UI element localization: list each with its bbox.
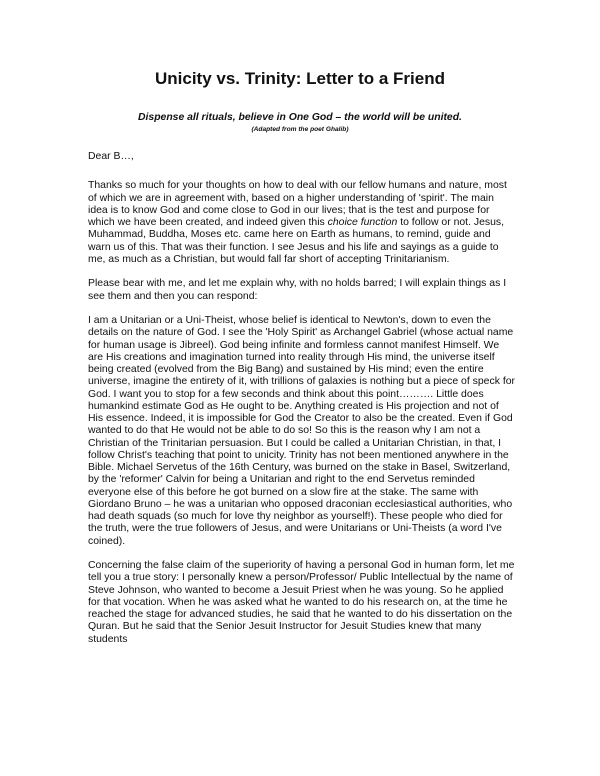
paragraph-1 [88,180,516,266]
paragraph-2: Please bear with me, and let me explain why, with no holds barred; I will explain things as I see them and then you can respond: [88,278,507,302]
paragraph-3: I am a Unitarian or a Uni-Theist, whose belief is identical to Newton's, down to even the details on the nature of God. I see the 'Holy Spirit' as Archangel Gabriel (whose actual name for human usage is Jibreel). God being infinite and formless cannot manifest Himself. We are His creations and imagination turned into reality through His mind, the universe itself being created (evolved from the Big Bang) and sustained by His mind; even the entire universe, imagine the entirety of it, with trillions of galaxies is nothing but a piece of speck for God. I want you to stop for a few seconds and think about this point………. Little does humankind estimate God as He ought to be. Anything created is His projection and not of His essence. Indeed, it is impossible for God the Creator to also be the created. Even if God wanted to do that He would not be able to do so! So this is the reason why I am not a Christian of the Trinitarian persuasion. But I could be called a Unitarian Christian, in that, I follow Christ's teaching that point to unicity. Trinity has not been mentioned anywhere in the Bible. Michael Servetus of the 16th Century, was burned on the stake in Basel, Switzerland, by the 'reformer' Calvin for being a Unitarian and right to the end Servetus reminded everyone else of this before he got burned on a slow fire at the stake. The same with Giordano Bruno – he was a unitarian who opposed draconian ecclesiastical authorities, who had death squads (so much for love thy neighbor as yourself!). These people who died for the truth, were the true followers of Jesus, and were Unitarians or Uni-Theists (a word I've coined). [88,315,515,547]
document-title: Unicity vs. Trinity: Letter to a Friend [155,69,445,88]
epigraph-source: (Adapted from the poet Ghalib) [251,126,349,133]
epigraph: Dispense all rituals, believe in One God – the world will be united. [138,112,462,123]
choice-function-emphasis: choice function [327,217,398,228]
salutation: Dear B…, [88,151,134,162]
letter-body [88,151,516,658]
paragraph-1-text-a: Thanks so much for your thoughts on how to deal with our fellow humans and nature, most of which we are in agreement with, based on a higher understanding of 'spirit'. The main idea is to know God and come close to God in our lives; that is the test and purpose for which we have been created, and indeed given this [88,180,507,228]
paragraph-1-text-b: to follow or not. Jesus, Muhammad, Buddha, Moses etc. came here on Earth as humans, to remind, guide and warn us of this. That was their function. I see Jesus and his life and sayings as a guide to me, as much as a Christian, but would fall far short of accepting Trinitarianism. [88,217,505,265]
paragraph-4: Concerning the false claim of the superiority of having a personal God in human form, let me tell you a true story: I personally knew a person/Professor/ Public Intellectual by the name of Steve Johnson, who wanted to become a Jesuit Priest when he was young. So he applied for that vocation. When he was asked what he wanted to do his research on, at the time he reached the stage for advanced studies, he said that he wanted to do his dissertation on the Quran. But he said that the Senior Jesuit Instructor for Jesuit Studies knew that many students [88,560,515,645]
